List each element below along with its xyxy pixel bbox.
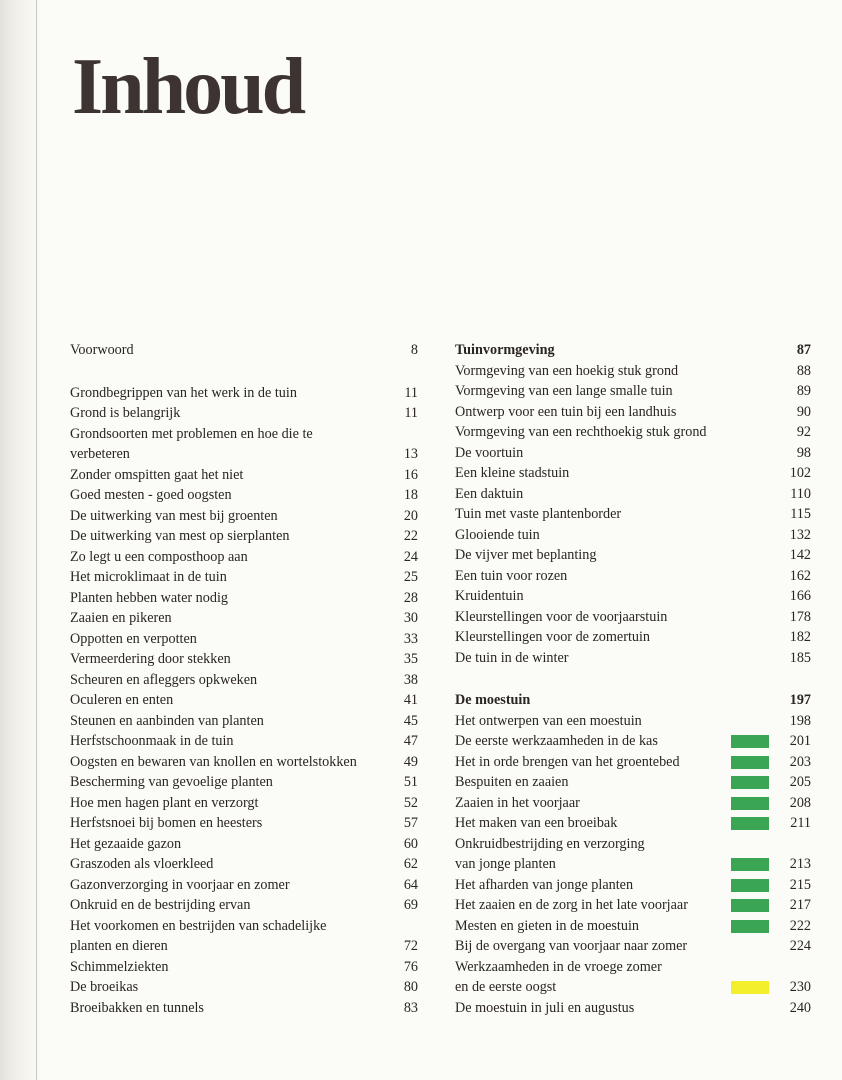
toc-entry[interactable] [455,381,811,402]
toc-entry-title: De tuin in de winter [455,649,569,666]
toc-left-list [70,383,418,1019]
toc-section1-list [455,361,811,669]
toc-entry-page: 76 [403,958,418,975]
toc-entry-page: 215 [789,876,811,893]
toc-entry-page: 203 [789,753,811,770]
toc-entry-page: 178 [789,608,811,625]
toc-entry-title: Het ontwerpen van een moestuin [455,712,642,729]
toc-entry[interactable] [70,834,418,855]
toc-entry[interactable] [455,443,811,464]
toc-entry[interactable] [455,977,811,998]
toc-entry[interactable] [455,916,811,937]
toc-entry-page: 185 [789,649,811,666]
toc-entry-page: 162 [789,567,811,584]
toc-entry-page: 83 [403,999,418,1016]
toc-entry[interactable] [70,772,418,793]
toc-entry-title: De uitwerking van mest op sierplanten [70,528,290,544]
toc-entry-title: Voorwoord [70,342,134,358]
toc-entry[interactable] [455,731,811,752]
toc-entry-page: 166 [789,588,811,604]
toc-entry[interactable] [455,566,811,587]
toc-entry[interactable] [455,607,811,628]
toc-entry-page: 208 [789,794,811,811]
green-highlight-marker [731,858,769,871]
toc-entry-page: 22 [403,528,418,544]
toc-entry-page: 35 [403,651,418,667]
toc-entry-title: planten en dieren [70,938,168,954]
toc-entry-page: 47 [403,733,418,749]
toc-entry-page: 62 [403,856,418,872]
toc-entry[interactable] [455,627,811,648]
toc-entry-page: 142 [789,547,811,563]
toc-entry-title: Het gezaaide gazon [70,835,182,852]
toc-entry-page: 98 [796,444,811,461]
toc-entry[interactable] [70,916,418,937]
toc-entry-page: 20 [403,507,418,524]
toc-entry[interactable] [70,895,418,916]
toc-entry-title: De broeikas [70,979,139,995]
toc-entry-page: 72 [403,938,418,954]
toc-entry-title: Vermeerdering door stekken [70,651,231,667]
toc-entry-page: 18 [403,487,418,503]
toc-entry-page: 201 [789,733,811,749]
toc-entry-page: 198 [789,712,811,729]
green-highlight-marker [731,899,769,912]
toc-left-column [70,340,418,1018]
toc-entry[interactable] [70,465,418,486]
toc-entry-page: 211 [790,815,811,831]
toc-entry-page: 205 [789,774,811,790]
toc-entry-title: Een daktuin [455,485,524,502]
toc-entry[interactable] [70,813,418,834]
toc-entry-page: 240 [789,999,811,1016]
toc-entry[interactable] [70,506,418,527]
toc-entry-title: Grondbegrippen van het werk in de tuin [70,384,297,401]
toc-entry[interactable] [70,383,418,404]
toc-entry-page: 25 [403,569,418,585]
toc-entry-page: 38 [403,671,418,688]
toc-entry-page: 11 [404,384,418,401]
toc-entry-title: Bescherming van gevoelige planten [70,774,273,790]
toc-entry[interactable] [455,875,811,896]
toc-entry-title: Bespuiten en zaaien [455,774,569,790]
toc-entry-title: Zaaien en pikeren [70,610,172,626]
toc-entry[interactable] [455,998,811,1019]
toc-entry[interactable] [455,463,811,484]
toc-entry-page: 182 [789,629,811,645]
toc-entry-title: Ontwerp voor een tuin bij een landhuis [455,403,677,420]
toc-entry-page: 132 [789,526,811,543]
toc-right-column [455,340,811,1018]
green-highlight-marker [731,797,769,810]
toc-entry-page: 28 [403,589,418,606]
toc-entry-page: 224 [789,938,811,954]
toc-entry-title: en de eerste oogst [455,979,557,995]
green-highlight-marker [731,817,769,830]
toc-entry[interactable] [455,957,811,978]
toc-entry-title: Oogsten en bewaren van knollen en wortelstokken [70,753,357,770]
toc-entry-title: Werkzaamheden in de vroege zomer [455,958,662,975]
toc-entry[interactable] [455,422,811,443]
toc-entry-title: Goed mesten - goed oogsten [70,487,232,503]
toc-entry-title: van jonge planten [455,856,556,872]
green-highlight-marker [731,776,769,789]
green-highlight-marker [731,735,769,748]
toc-entry[interactable] [455,545,811,566]
toc-section-title: De moestuin [455,692,531,708]
green-highlight-marker [731,920,769,933]
toc-entry[interactable] [70,977,418,998]
toc-entry-page: 222 [789,917,811,934]
toc-entry[interactable] [70,608,418,629]
toc-entry-title: Vormgeving van een lange smalle tuin [455,383,673,399]
toc-section-heading[interactable] [455,340,811,361]
toc-entry[interactable] [70,485,418,506]
green-highlight-marker [731,879,769,892]
toc-entry-title: Het microklimaat in de tuin [70,569,227,585]
toc-entry-title: Kleurstellingen voor de voorjaarstuin [455,608,668,625]
toc-entry-page: 102 [789,465,811,481]
toc-entry[interactable] [70,526,418,547]
toc-entry[interactable] [70,547,418,568]
toc-entry-title: Zonder omspitten gaat het niet [70,466,244,483]
toc-entry[interactable] [70,588,418,609]
toc-entry[interactable] [70,711,418,732]
toc-entry-title: Scheuren en afleggers opkweken [70,671,258,688]
toc-entry-title: Graszoden als vloerkleed [70,856,214,872]
toc-entry[interactable] [70,854,418,875]
toc-entry[interactable] [70,793,418,814]
toc-entry-page: 89 [796,383,811,399]
toc-entry-title: De uitwerking van mest bij groenten [70,507,278,524]
toc-entry-page: 90 [796,403,811,420]
toc-entry-page: 11 [404,405,418,421]
toc-entry[interactable] [455,648,811,669]
toc-entry-page: 213 [789,856,811,872]
toc-entry[interactable] [70,649,418,670]
toc-entry-title: Herfstschoonmaak in de tuin [70,733,234,749]
toc-entry[interactable] [455,752,811,773]
toc-entry-title: Onkruidbestrijding en verzorging [455,835,645,852]
toc-entry-page: 24 [403,548,418,565]
toc-entry[interactable] [455,711,811,732]
toc-entry-title: Het in orde brengen van het groentebed [455,753,680,770]
binding-line [36,0,37,1080]
toc-entry-page: 57 [403,815,418,831]
toc-entry-title: Mesten en gieten in de moestuin [455,917,640,934]
toc-entry-title: Vormgeving van een rechthoekig stuk grond [455,424,707,440]
toc-entry-title: Grondsoorten met problemen en hoe die te [70,425,313,442]
spacer [70,361,418,383]
toc-entry[interactable] [70,731,418,752]
toc-entry-title: Grond is belangrijk [70,405,181,421]
toc-entry-title: Hoe men hagen plant en verzorgt [70,794,259,811]
toc-entry-page: 64 [403,876,418,893]
toc-entry-page: 230 [789,979,811,995]
toc-entry[interactable] [70,403,418,424]
toc-section-page: 197 [789,692,811,708]
toc-entry-title: Kleurstellingen voor de zomertuin [455,629,651,645]
toc-entry[interactable] [455,813,811,834]
toc-entry[interactable] [455,895,811,916]
toc-entry-page: 30 [403,610,418,626]
toc-entry-title: Bij de overgang van voorjaar naar zomer [455,938,688,954]
toc-entry-title: Een tuin voor rozen [455,567,568,584]
toc-entry-preface[interactable] [70,340,418,361]
toc-entry-title: Schimmelziekten [70,958,169,975]
toc-entry-title: Broeibakken en tunnels [70,999,204,1016]
toc-section-heading[interactable] [455,690,811,711]
page-title: Inhoud [72,43,304,131]
yellow-highlight-marker [731,981,769,994]
toc-entry[interactable] [70,875,418,896]
toc-entry-page: 45 [403,712,418,729]
toc-entry-title: Kruidentuin [455,588,524,604]
toc-entry-page: 16 [403,466,418,483]
toc-entry-page: 49 [403,753,418,770]
toc-entry[interactable] [70,957,418,978]
toc-entry[interactable] [70,629,418,650]
toc-entry-page: 110 [790,485,811,502]
toc-entry[interactable] [70,752,418,773]
toc-entry-title: Het afharden van jonge planten [455,876,634,893]
toc-entry-page: 80 [403,979,418,995]
toc-entry[interactable] [455,361,811,382]
toc-entry-title: De voortuin [455,444,524,461]
toc-entry[interactable] [70,998,418,1019]
spacer [455,668,811,690]
toc-entry[interactable] [70,567,418,588]
toc-entry-title: Het maken van een broeibak [455,815,618,831]
toc-entry-title: Onkruid en de bestrijding ervan [70,897,251,913]
toc-entry[interactable] [455,402,811,423]
toc-entry[interactable] [455,834,811,855]
toc-entry[interactable] [455,504,811,525]
toc-entry-page: 41 [403,692,418,708]
toc-entry-title: De vijver met beplanting [455,547,597,563]
toc-entry-title: Planten hebben water nodig [70,589,228,606]
toc-entry-page: 51 [403,774,418,790]
toc-entry-title: Herfstsnoei bij bomen en heesters [70,815,263,831]
toc-entry-page: 217 [789,897,811,913]
toc-entry[interactable] [70,444,418,465]
toc-section-page: 87 [796,342,811,358]
toc-entry-page: 52 [403,794,418,811]
toc-entry[interactable] [455,936,811,957]
toc-entry[interactable] [455,854,811,875]
toc-entry-title: Een kleine stadstuin [455,465,570,481]
green-highlight-marker [731,756,769,769]
toc-entry[interactable] [70,424,418,445]
toc-entry[interactable] [455,793,811,814]
toc-entry-title: Het zaaien en de zorg in het late voorjaar [455,897,688,913]
toc-entry-page: 8 [410,342,418,358]
toc-entry-page: 13 [403,446,418,462]
toc-entry-page: 33 [403,630,418,647]
toc-entry-title: De eerste werkzaamheden in de kas [455,733,658,749]
toc-entry[interactable] [70,936,418,957]
toc-entry[interactable] [70,690,418,711]
toc-entry[interactable] [455,525,811,546]
toc-entry-page: 115 [790,506,811,522]
toc-entry-title: Gazonverzorging in voorjaar en zomer [70,876,290,893]
toc-entry-page: 60 [403,835,418,852]
toc-entry[interactable] [455,772,811,793]
toc-entry-title: Zo legt u een composthoop aan [70,548,248,565]
toc-entry-title: Oculeren en enten [70,692,174,708]
toc-section-title: Tuinvormgeving [455,342,555,358]
toc-entry-title: Vormgeving van een hoekig stuk grond [455,362,679,379]
toc-entry-page: 69 [403,897,418,913]
toc-entry-title: Steunen en aanbinden van planten [70,712,264,729]
toc-entry-title: Zaaien in het voorjaar [455,794,580,811]
toc-entry-page: 92 [796,424,811,440]
toc-entry-title: verbeteren [70,446,130,462]
toc-entry-title: Oppotten en verpotten [70,630,197,647]
toc-entry-title: Het voorkomen en bestrijden van schadelijke [70,917,327,934]
toc-entry-title: De moestuin in juli en augustus [455,999,635,1016]
toc-entry-title: Tuin met vaste plantenborder [455,506,622,522]
toc-entry-page: 88 [796,362,811,379]
toc-entry[interactable] [455,586,811,607]
toc-entry-title: Glooiende tuin [455,526,540,543]
toc-entry[interactable] [70,670,418,691]
toc-entry[interactable] [455,484,811,505]
toc-section2-list [455,711,811,1019]
